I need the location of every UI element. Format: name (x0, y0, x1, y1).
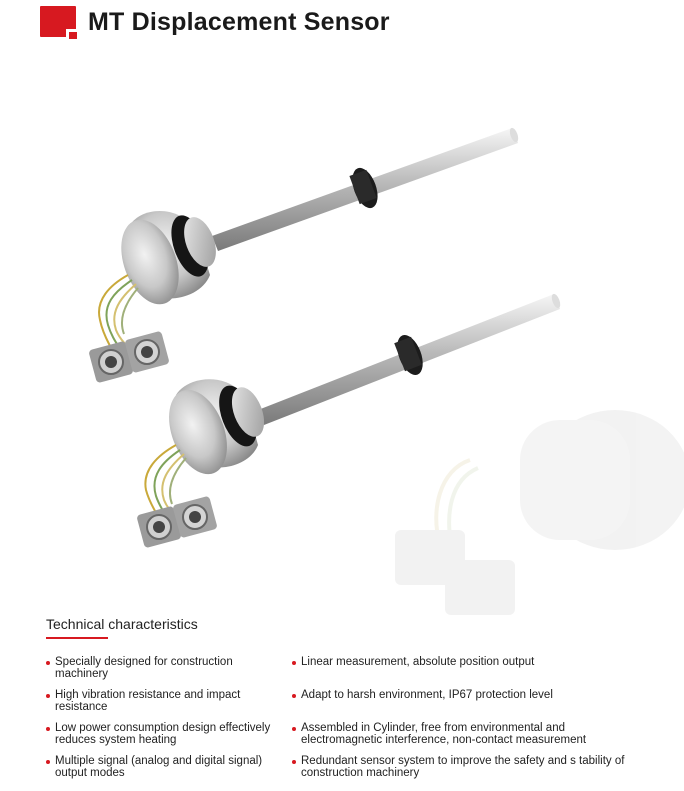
bullet-icon (292, 661, 296, 665)
bullet-icon (292, 694, 296, 698)
feature-item (292, 756, 632, 779)
feature-text: Assembled in Cylinder, free from environmental and electromagnetic interference, non-contact measurement (301, 722, 587, 746)
bullet-icon (46, 727, 50, 731)
bullet-icon (46, 760, 50, 764)
bullet-icon (292, 727, 296, 731)
background-sensor-shadow (395, 410, 684, 615)
lower-sensor (136, 293, 562, 549)
feature-text: Specially designed for construction machinery (55, 656, 233, 680)
feature-item (292, 690, 632, 723)
feature-text: Linear measurement, absolute position output (301, 656, 535, 668)
section-title: Technical characteristics (46, 616, 198, 632)
feature-text: Low power consumption design effectively reduces system heating (55, 722, 271, 746)
features-right-column (292, 657, 632, 779)
section-underline (46, 637, 108, 639)
feature-item (46, 657, 286, 690)
feature-item (292, 723, 632, 756)
feature-text: Redundant sensor system to improve the safety and s tability of construction machinery (301, 755, 625, 779)
feature-item (46, 690, 286, 723)
page-title: MT Displacement Sensor (88, 8, 390, 36)
feature-text: Multiple signal (analog and digital signal) output modes (55, 755, 263, 779)
feature-item (46, 723, 286, 756)
sensor-product-image (0, 100, 684, 620)
feature-text: High vibration resistance and impact resistance (55, 689, 241, 713)
features-left-column (46, 657, 286, 779)
bullet-icon (46, 694, 50, 698)
feature-item (292, 657, 632, 690)
bullet-icon (46, 661, 50, 665)
feature-item (46, 756, 286, 779)
brand-logo-icon (40, 6, 76, 37)
feature-text: Adapt to harsh environment, IP67 protection level (301, 689, 553, 701)
bullet-icon (292, 760, 296, 764)
